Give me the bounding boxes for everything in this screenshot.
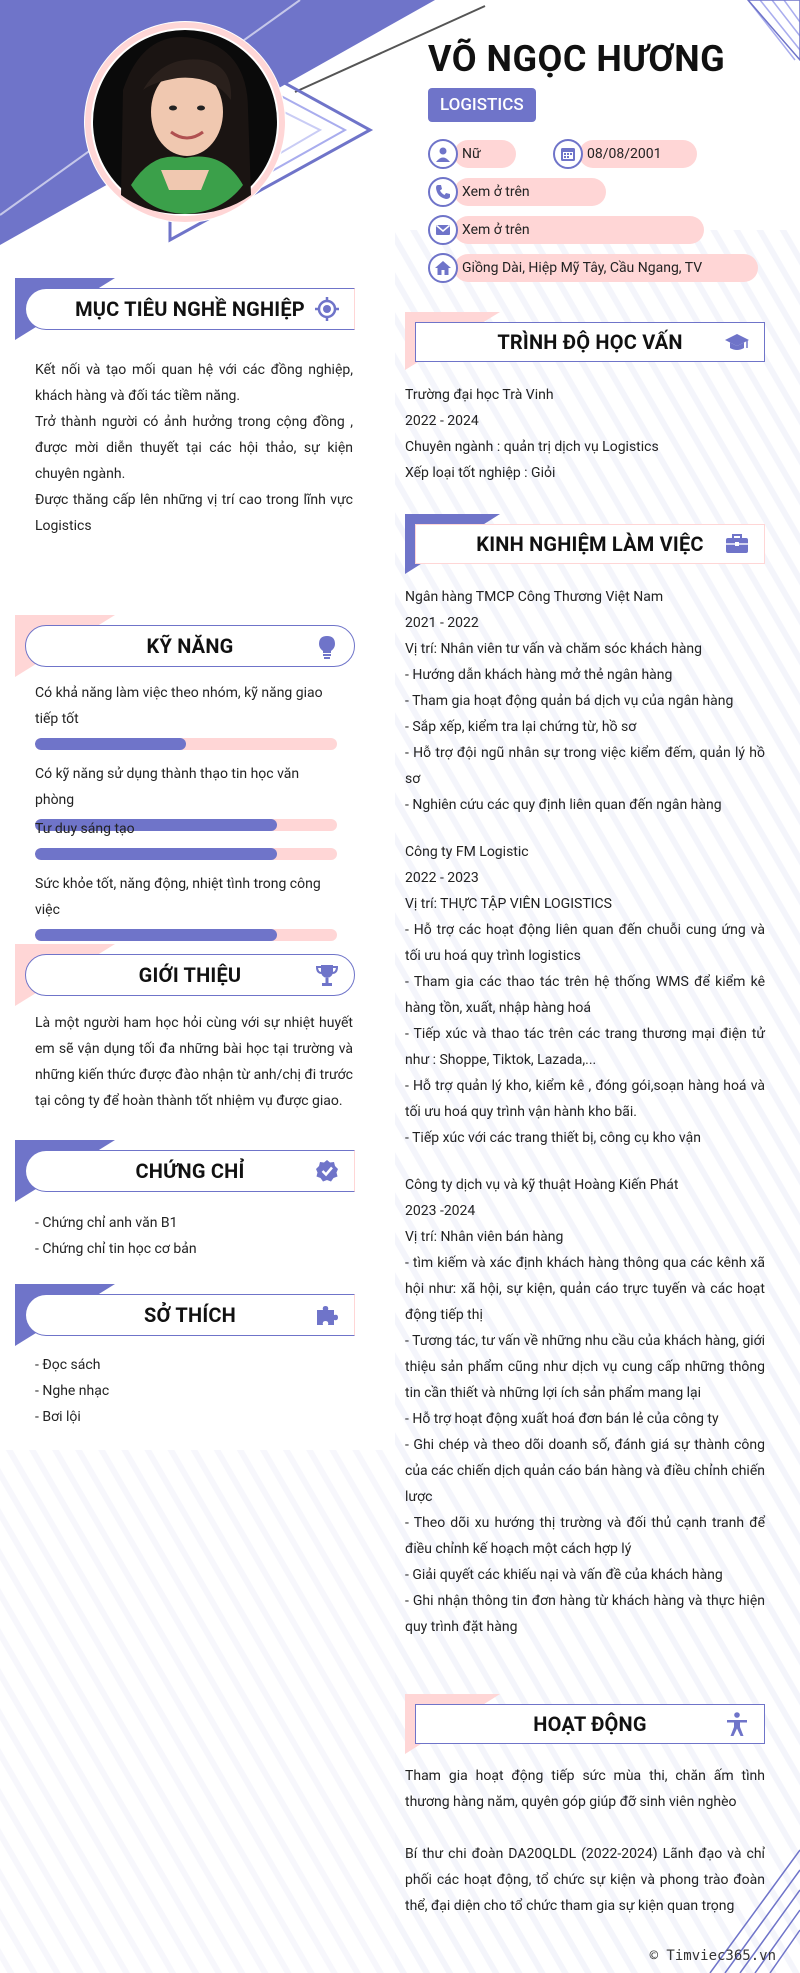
activities-header <box>405 1694 765 1754</box>
objective-line: Trở thành người có ảnh hưởng trong cộng đồng , được mời diễn thuyết tại các hội thảo, sự kiện chuyên ngành. <box>35 414 353 482</box>
experience-job-1 <box>405 584 765 818</box>
job-line: - Hỗ trợ các hoạt động liên quan đến chuỗi cung ứng và tối ưu hoá quy trình logistics <box>405 922 765 964</box>
job-line: - Tiếp xúc với các trang thiết bị, công cụ kho vận <box>405 1130 701 1146</box>
skill-bar <box>35 929 337 941</box>
skill-label: Tư duy sáng tạo <box>35 821 135 837</box>
experience-header <box>405 514 765 574</box>
calendar-icon <box>553 139 583 169</box>
certificate-item: - Chứng chỉ anh văn B1 <box>35 1215 178 1231</box>
hobby-item: - Bơi lội <box>35 1409 81 1425</box>
hobby-item: - Nghe nhạc <box>35 1383 110 1399</box>
role-badge: LOGISTICS <box>428 88 536 122</box>
job-line: - Hỗ trợ hoạt động xuất hoá đơn bán lẻ của công ty <box>405 1411 719 1427</box>
intro-header <box>15 944 360 1006</box>
hobbies-list <box>35 1352 353 1430</box>
job-line: - Tham gia hoạt động quản bá dịch vụ của ngân hàng <box>405 693 734 709</box>
job-line: - Hỗ trợ đội ngũ nhân sự trong việc kiểm đếm, quản lý hồ sơ <box>405 745 765 787</box>
activities-paragraph: Bí thư chi đoàn DA20QLDL (2022-2024) Lãnh đạo và chỉ phối các hoạt động, tổ chức sự kiện và phong trào đoàn thể, đại diện cho tổ chức tham gia sự kiện quan trọng <box>405 1846 765 1914</box>
education-line: Trường đại học Trà Vinh <box>405 387 554 403</box>
activities-paragraph: Tham gia hoạt động tiếp sức mùa thi, chăn ấm tình thương hàng năm, quyên góp giúp đỡ sinh viên nghèo <box>405 1768 765 1810</box>
footer-brand[interactable]: © Timviec365.vn <box>649 1948 776 1964</box>
trophy-icon <box>314 962 340 988</box>
info-address <box>428 253 758 283</box>
activities-title: HOẠT ĐỘNG <box>533 1712 647 1736</box>
skill-item <box>35 680 337 750</box>
education-header <box>405 312 765 370</box>
experience-job-2 <box>405 839 765 1151</box>
skills-title: KỸ NĂNG <box>146 634 234 658</box>
objective-line: Được thăng cấp lên những vị trí cao trong lĩnh vực Logistics <box>35 492 353 534</box>
education-title: TRÌNH ĐỘ HỌC VẤN <box>497 330 683 354</box>
hobby-item: - Đọc sách <box>35 1357 101 1373</box>
skill-bar-fill <box>35 738 186 750</box>
certificates-list <box>35 1210 353 1262</box>
certificate-item: - Chứng chỉ tin học cơ bản <box>35 1241 197 1257</box>
job-line: - Ghi nhận thông tin đơn hàng từ khách hàng và thực hiện quy trình đặt hàng <box>405 1593 765 1635</box>
info-gender <box>428 139 516 169</box>
job-line: Công ty FM Logistic <box>405 844 529 860</box>
skill-label: Có khả năng làm việc theo nhóm, kỹ năng giao tiếp tốt <box>35 685 323 727</box>
job-line: - Hỗ trợ quản lý kho, kiểm kê , đóng gói,soạn hàng hoá và tối ưu hoá quy trình vận hành kho bãi. <box>405 1078 765 1120</box>
email-value: Xem ở trên <box>454 216 704 244</box>
info-birthdate <box>553 139 697 169</box>
phone-value: Xem ở trên <box>454 178 606 206</box>
skill-bar-fill <box>35 929 277 941</box>
target-icon <box>314 296 340 322</box>
job-line: Công ty dịch vụ và kỹ thuật Hoàng Kiến Phát <box>405 1177 679 1193</box>
hobbies-title: SỞ THÍCH <box>144 1303 236 1327</box>
job-line: - Tiếp xúc và thao tác trên các trang thương mại điện tử như : Shoppe, Tiktok, Lazada,... <box>405 1026 765 1068</box>
skill-label: Có kỹ năng sử dụng thành thạo tin học văn phòng <box>35 766 300 808</box>
info-email <box>428 215 704 245</box>
skill-bar <box>35 848 337 860</box>
objective-text <box>35 357 353 539</box>
job-line: 2021 - 2022 <box>405 615 479 631</box>
job-line: - Hướng dẫn khách hàng mở thẻ ngân hàng <box>405 667 673 683</box>
job-line: Vị trí: Nhân viên tư vấn và chăm sóc khách hàng <box>405 641 703 657</box>
education-line: Xếp loại tốt nghiệp : Giỏi <box>405 465 556 481</box>
education-line: Chuyên ngành : quản trị dịch vụ Logistics <box>405 439 659 455</box>
job-line: 2022 - 2023 <box>405 870 479 886</box>
person-icon <box>428 139 458 169</box>
skill-item <box>35 816 337 860</box>
job-line: - Ghi chép và theo dõi doanh số, đánh giá sự thành công của các chiến dịch quản cáo bán hàng và điều chỉnh chiến lược <box>405 1437 765 1505</box>
skill-bar <box>35 738 337 750</box>
avatar <box>83 20 288 225</box>
job-line: - Nghiên cứu các quy định liên quan đến ngân hàng <box>405 797 722 813</box>
skill-item <box>35 871 337 941</box>
job-line: - Giải quyết các khiếu nại và vấn đề của khách hàng <box>405 1567 723 1583</box>
address-value: Giồng Dài, Hiệp Mỹ Tây, Cầu Ngang, TV <box>454 254 758 282</box>
job-line: Vị trí: THỰC TẬP VIÊN LOGISTICS <box>405 896 612 912</box>
intro-title: GIỚI THIỆU <box>138 963 242 987</box>
puzzle-icon <box>314 1302 340 1328</box>
job-line: - Sắp xếp, kiểm tra lại chứng từ, hồ sơ <box>405 719 637 735</box>
objective-header <box>15 278 360 340</box>
objective-title: MỤC TIÊU NGHỀ NGHIỆP <box>75 297 305 321</box>
job-line: Vị trí: Nhân viên bán hàng <box>405 1229 564 1245</box>
certificates-title: CHỨNG CHỈ <box>135 1159 245 1183</box>
person-activity-icon <box>724 1711 750 1737</box>
experience-title: KINH NGHIỆM LÀM VIỆC <box>476 532 704 556</box>
gender-value: Nữ <box>454 140 516 168</box>
skills-header <box>15 615 360 677</box>
certificates-header <box>15 1140 360 1202</box>
education-line: 2022 - 2024 <box>405 413 479 429</box>
job-line: - Theo dõi xu hướng thị trường và đối thủ cạnh tranh để điều chỉnh kế hoạch một cách hợp lý <box>405 1515 765 1557</box>
lightbulb-icon <box>314 633 340 659</box>
job-line: - Tương tác, tư vấn về những nhu cầu của khách hàng, giới thiệu sản phẩm cũng như dịch vụ cung cấp những thông tin cần thiết và những lợi ích sản phẩm mang lại <box>405 1333 765 1401</box>
skill-bar-fill <box>35 848 277 860</box>
info-phone <box>428 177 606 207</box>
job-line: - tìm kiếm và xác định khách hàng thông qua các kênh xã hội như: xã hội, sự kiện, quản cáo trực tuyến và các hoạt động tiếp thị <box>405 1255 765 1323</box>
phone-icon <box>428 177 458 207</box>
job-line: 2023 -2024 <box>405 1203 476 1219</box>
hobbies-header <box>15 1284 360 1346</box>
briefcase-icon <box>724 531 750 557</box>
job-line: - Tham gia các thao tác trên hệ thống WMS để kiểm kê hàng tồn, xuất, nhập hàng hoá <box>405 974 765 1016</box>
skill-label: Sức khỏe tốt, năng động, nhiệt tình trong công việc <box>35 876 321 918</box>
birthdate-value: 08/08/2001 <box>579 140 697 168</box>
experience-job-3 <box>405 1172 765 1640</box>
badge-check-icon <box>314 1158 340 1184</box>
job-line: Ngân hàng TMCP Công Thương Việt Nam <box>405 589 664 605</box>
mail-icon <box>428 215 458 245</box>
graduation-cap-icon <box>724 329 750 355</box>
candidate-name: VÕ NGỌC HƯƠNG <box>428 38 726 80</box>
objective-line: Kết nối và tạo mối quan hệ với các đồng nghiệp, khách hàng và đối tác tiềm năng. <box>35 362 353 404</box>
home-icon <box>428 253 458 283</box>
intro-text: Là một người ham học hỏi cùng với sự nhiệt huyết em sẽ vận dụng tối đa những bài học tại trường và những kiến thức được đào nhận từ anh/chị đi trước tại công ty để hoàn thành tốt nhiệm vụ được giao. <box>35 1015 353 1109</box>
education-text <box>405 382 765 486</box>
